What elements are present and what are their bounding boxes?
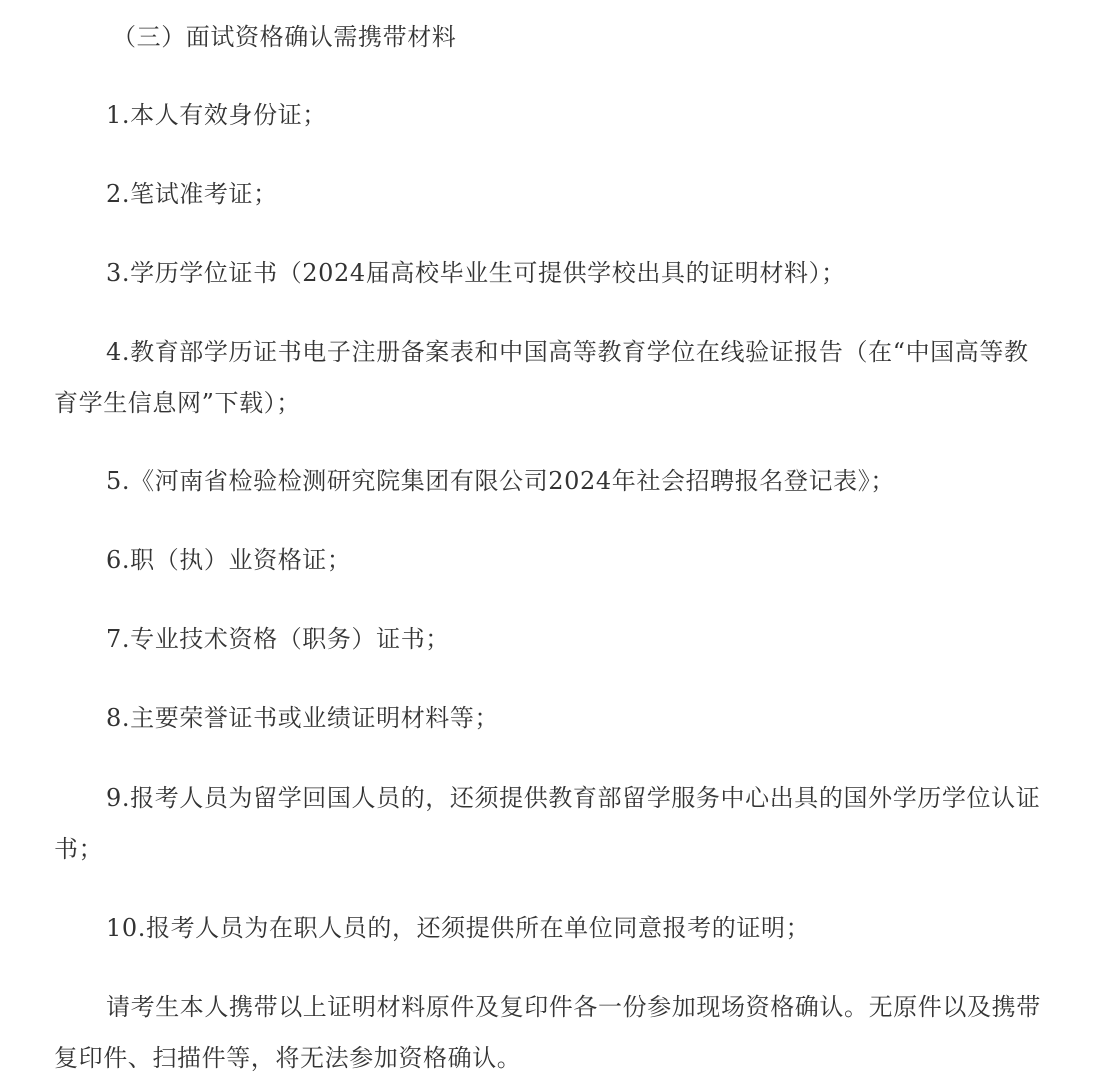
list-item-9: 9.报考人员为留学回国人员的，还须提供教育部留学服务中心出具的国外学历学位认证书； <box>54 784 1041 863</box>
list-item-7: 7.专业技术资格（职务）证书； <box>106 625 450 653</box>
list-item-4: 4.教育部学历证书电子注册备案表和中国高等教育学位在线验证报告（在“中国高等教育学生信息网”下载）； <box>54 338 1029 417</box>
list-item-2: 2.笔试准考证； <box>106 180 278 208</box>
list-item-8: 8.主要荣誉证书或业绩证明材料等； <box>106 704 500 732</box>
list-item-5: 5.《河南省检验检测研究院集团有限公司2024年社会招聘报名登记表》； <box>106 467 895 495</box>
section-heading: （三）面试资格确认需携带材料 <box>112 23 457 51</box>
closing-paragraph: 请考生本人携带以上证明材料原件及复印件各一份参加现场资格确认。无原件以及携带复印件、扫描件等，将无法参加资格确认。 <box>54 993 1041 1072</box>
list-item-10: 10.报考人员为在职人员的，还须提供所在单位同意报考的证明； <box>106 914 811 942</box>
list-item-1: 1.本人有效身份证； <box>106 101 327 129</box>
list-item-6: 6.职（执）业资格证； <box>106 546 352 574</box>
list-item-3: 3.学历学位证书（2024届高校毕业生可提供学校出具的证明材料）； <box>106 259 846 287</box>
